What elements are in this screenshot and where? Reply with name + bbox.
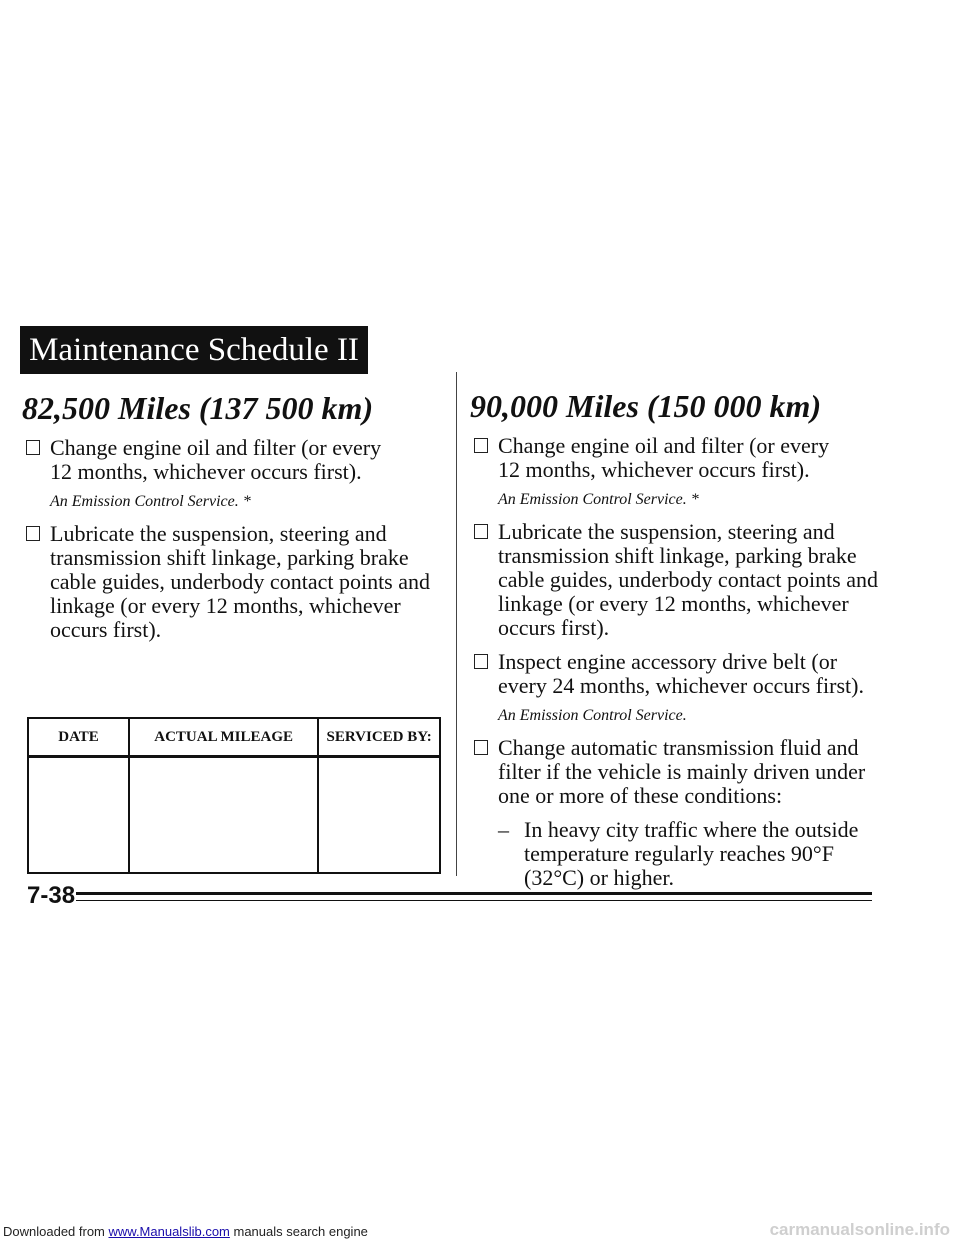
checkbox-icon[interactable] xyxy=(26,440,40,455)
item-line: Change automatic transmission fluid and xyxy=(498,735,859,760)
column-header-date: DATE xyxy=(28,718,129,757)
emission-note: An Emission Control Service. * xyxy=(50,493,251,510)
right-item-transmission-fluid xyxy=(470,736,910,808)
emission-note: An Emission Control Service. * xyxy=(498,491,699,508)
item-line: cable guides, underbody contact points and xyxy=(50,569,431,594)
item-line: transmission shift linkage, parking brake xyxy=(498,543,857,568)
footer-suffix: manuals search engine xyxy=(229,1224,368,1239)
item-line: cable guides, underbody contact points and xyxy=(498,567,879,592)
footer-rule-thin xyxy=(76,900,872,901)
column-header-serviced-by: SERVICED BY: xyxy=(318,718,440,757)
emission-note: An Emission Control Service. xyxy=(498,707,687,724)
item-line: Inspect engine accessory drive belt (or xyxy=(498,649,838,674)
left-column xyxy=(22,388,442,642)
footer-rule xyxy=(76,892,872,895)
checkbox-icon[interactable] xyxy=(474,524,488,539)
right-item-lubricate xyxy=(470,520,910,640)
item-line: filter if the vehicle is mainly driven under xyxy=(498,759,866,784)
checkbox-icon[interactable] xyxy=(26,526,40,541)
item-line: 12 months, whichever occurs first). xyxy=(498,457,810,482)
item-line: Lubricate the suspension, steering and xyxy=(50,521,387,546)
section-banner: Maintenance Schedule II xyxy=(20,326,368,374)
dash-bullet: – xyxy=(498,817,509,842)
item-line: temperature regularly reaches 90°F xyxy=(524,841,834,866)
serviced-by-cell[interactable] xyxy=(318,757,440,874)
item-line: Lubricate the suspension, steering and xyxy=(498,519,835,544)
mileage-cell[interactable] xyxy=(129,757,318,874)
column-header-mileage: ACTUAL MILEAGE xyxy=(129,718,318,757)
item-line: occurs first). xyxy=(498,615,610,640)
footer-prefix: Downloaded from xyxy=(3,1224,109,1239)
right-item-drive-belt xyxy=(470,650,910,698)
right-item-oil xyxy=(470,434,910,482)
item-line: Change engine oil and filter (or every xyxy=(50,435,382,460)
item-line: Change engine oil and filter (or every xyxy=(498,433,830,458)
date-cell[interactable] xyxy=(28,757,129,874)
right-column xyxy=(470,386,910,890)
checkbox-icon[interactable] xyxy=(474,740,488,755)
footer-source xyxy=(3,1222,368,1242)
manualslib-link[interactable]: www.Manualslib.com xyxy=(108,1224,230,1239)
left-item-lubricate xyxy=(22,522,442,642)
item-line: 12 months, whichever occurs first). xyxy=(50,459,362,484)
item-line: transmission shift linkage, parking brake xyxy=(50,545,409,570)
item-line: every 24 months, whichever occurs first). xyxy=(498,673,864,698)
condition-item-city-traffic xyxy=(470,818,910,890)
item-line: In heavy city traffic where the outside xyxy=(524,817,859,842)
right-heading: 90,000 Miles (150 000 km) xyxy=(470,388,822,424)
item-line: linkage (or every 12 months, whichever xyxy=(50,593,401,618)
item-line: (32°C) or higher. xyxy=(524,865,674,890)
left-heading: 82,500 Miles (137 500 km) xyxy=(22,390,374,426)
page-number: 7-38 xyxy=(27,882,76,909)
checkbox-icon[interactable] xyxy=(474,654,488,669)
item-line: occurs first). xyxy=(50,617,162,642)
column-divider xyxy=(456,372,457,876)
item-line: linkage (or every 12 months, whichever xyxy=(498,591,849,616)
service-log-table xyxy=(27,717,441,874)
download-footer xyxy=(0,1222,960,1242)
checkbox-icon[interactable] xyxy=(474,438,488,453)
left-item-oil xyxy=(22,436,442,484)
watermark: carmanualsonline.info xyxy=(769,1220,950,1239)
item-line: one or more of these conditions: xyxy=(498,783,783,808)
